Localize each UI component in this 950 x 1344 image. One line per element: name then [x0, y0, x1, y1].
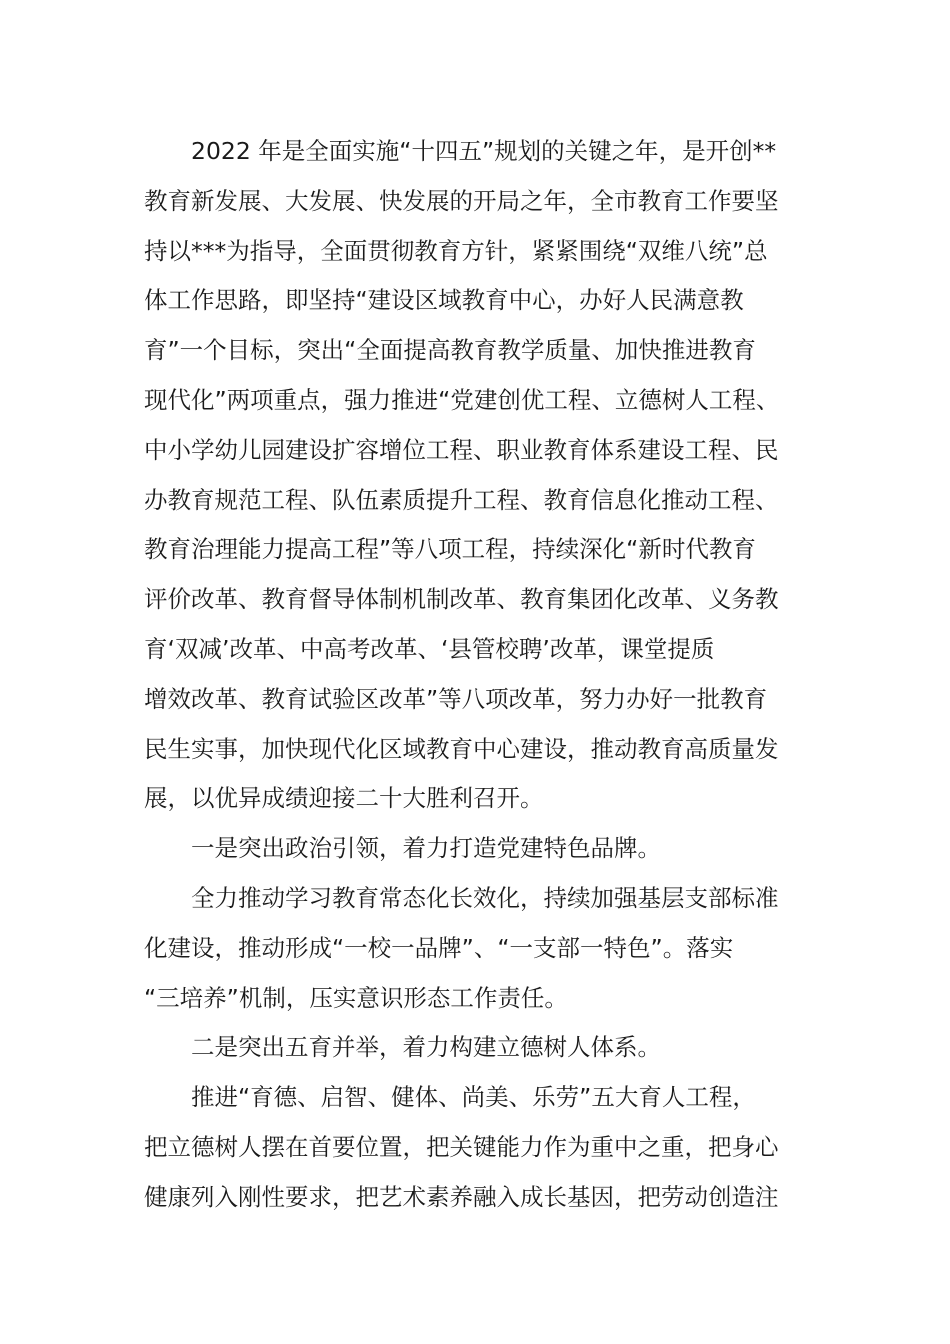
text-line: 增效改革、教育试验区改革”等八项改革，努力办好一批教育 [144, 684, 768, 713]
text-line: 现代化”两项重点，强力推进“党建创优工程、立德树人工程、 [144, 385, 780, 414]
text-line: 2022 年是全面实施“十四五”规划的关键之年，是开创** [191, 137, 777, 165]
paragraph-intro [144, 127, 808, 824]
heading-text: 一是突出政治引领，着力打造党建特色品牌。 [191, 834, 661, 863]
text-line: 民生实事，加快现代化区域教育中心建设，推动教育高质量发 [144, 734, 779, 763]
text-line: 体工作思路，即坚持“建设区域教育中心，办好人民满意教 [144, 286, 744, 315]
text-line: 推进“育德、启智、健体、尚美、乐劳”五大育人工程， [191, 1083, 756, 1112]
paragraph-body-2 [144, 1073, 808, 1222]
paragraph-body-1 [144, 874, 808, 1023]
text-line: “三培养”机制，压实意识形态工作责任。 [144, 983, 568, 1012]
text-line: 展，以优异成绩迎接二十大胜利召开。 [144, 784, 544, 813]
text-line: 育‘双减’改革、中高考改革、‘县管校聘’改革，课堂提质 [144, 634, 715, 663]
text-line: 办教育规范工程、队伍素质提升工程、教育信息化推动工程、 [144, 485, 779, 514]
section-heading-1 [144, 824, 808, 874]
text-line: 教育治理能力提高工程”等八项工程，持续深化“新时代教育 [144, 535, 756, 564]
text-line: 评价改革、教育督导体制机制改革、教育集团化改革、义务教 [144, 585, 779, 614]
text-line: 化建设，推动形成“一校一品牌”、“一支部一特色”。落实 [144, 933, 734, 962]
text-line: 健康列入刚性要求，把艺术素养融入成长基因，把劳动创造注 [144, 1182, 779, 1211]
text-line: 把立德树人摆在首要位置，把关键能力作为重中之重，把身心 [144, 1132, 779, 1161]
heading-text: 二是突出五育并举，着力构建立德树人体系。 [191, 1033, 661, 1062]
text-line: 持以***为指导，全面贯彻教育方针，紧紧围绕“双维八统”总 [144, 236, 768, 265]
document-body [144, 127, 808, 1223]
text-line: 全力推动学习教育常态化长效化，持续加强基层支部标准 [191, 883, 779, 912]
section-heading-2 [144, 1023, 808, 1073]
text-line: 中小学幼儿园建设扩容增位工程、职业教育体系建设工程、民 [144, 435, 779, 464]
text-line: 教育新发展、大发展、快发展的开局之年，全市教育工作要坚 [144, 186, 779, 215]
text-line: 育”一个目标，突出“全面提高教育教学质量、加快推进教育 [144, 336, 756, 365]
